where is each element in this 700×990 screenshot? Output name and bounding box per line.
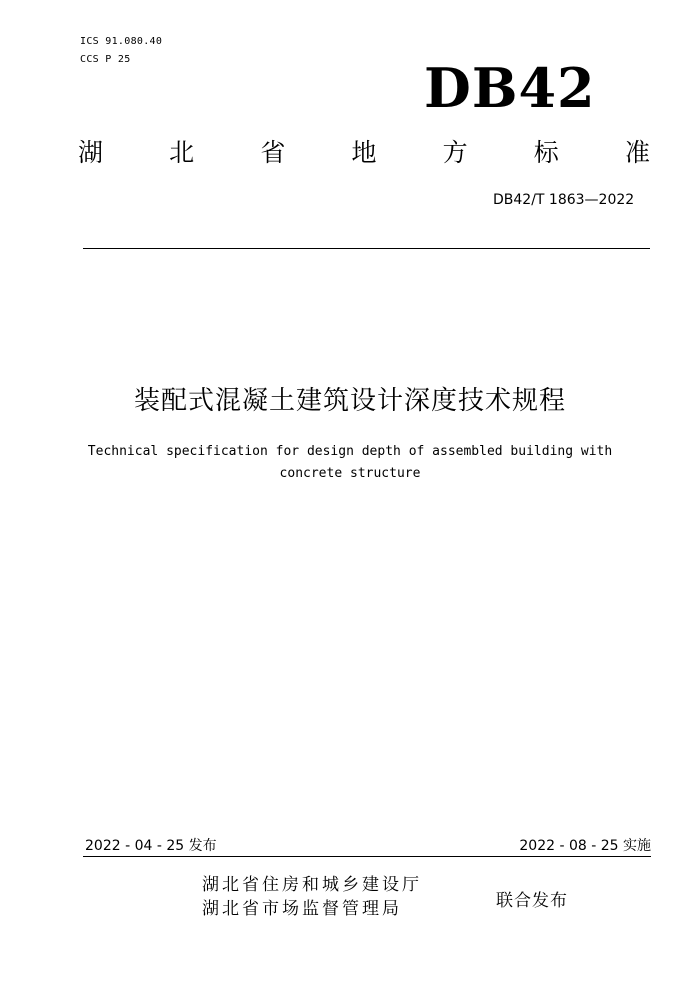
english-title-line: Technical specification for design depth of assembled building with — [87, 444, 613, 459]
standard-type-char: 地 — [351, 138, 377, 167]
issuer-line: 湖北省市场监督管理局 — [202, 899, 402, 919]
standard-type-char: 北 — [169, 138, 195, 167]
standard-type-char: 省 — [260, 138, 286, 167]
ccs-code: CCS P 25 — [80, 54, 131, 65]
implementation-date: 2022 - 08 - 25 实施 — [519, 838, 651, 854]
issuing-authorities — [202, 873, 422, 921]
standard-type-char: 方 — [442, 138, 468, 167]
document-title-chinese: 装配式混凝土建筑设计深度技术规程 — [133, 386, 566, 416]
standard-type-char: 标 — [533, 138, 559, 167]
standard-type-char: 湖 — [78, 138, 104, 167]
document-title-english — [60, 441, 640, 485]
standard-type — [78, 136, 650, 170]
issuer-line: 湖北省住房和城乡建设厅 — [202, 875, 422, 895]
bottom-divider — [83, 856, 651, 857]
standard-mark: DB42 — [424, 56, 596, 120]
top-divider — [83, 248, 650, 249]
standard-number: DB42/T 1863—2022 — [493, 192, 635, 208]
english-title-line: concrete structure — [279, 466, 421, 481]
issue-date: 2022 - 04 - 25 发布 — [85, 838, 217, 854]
standard-type-char: 准 — [624, 138, 650, 167]
joint-issue-label: 联合发布 — [496, 891, 568, 911]
ics-code: ICS 91.080.40 — [80, 36, 163, 47]
